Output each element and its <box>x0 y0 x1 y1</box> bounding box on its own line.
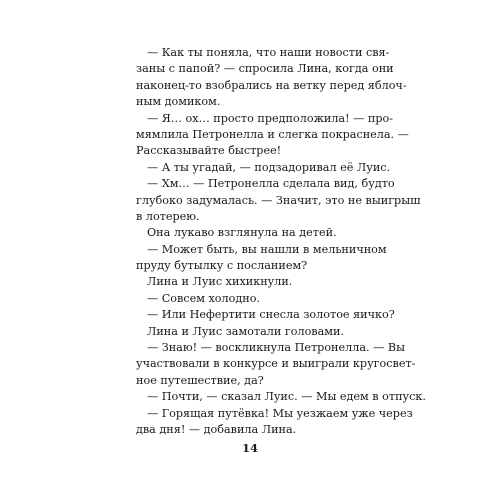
text-line: Она лукаво взглянула на детей. <box>147 226 337 240</box>
text-line: — Может быть, вы нашли в мельничном <box>147 242 387 256</box>
text-line: Лина и Луис замотали головами. <box>147 324 344 338</box>
text-line: — Совсем холодно. <box>147 291 261 305</box>
page-number: 14 <box>241 441 258 455</box>
text-line: — Или Нефертити снесла золотое яичко? <box>147 308 395 322</box>
text-line: — Хм… — Петронелла сделала вид, будто <box>147 177 395 191</box>
text-line: — Как ты поняла, что наши новости свя- <box>147 46 390 59</box>
page-body-text <box>136 45 426 438</box>
text-line: в лотерею. <box>136 209 200 223</box>
text-line: мямлила Петронелла и слегка покраснела. — <box>136 127 409 141</box>
text-line: — Я… ох… просто предположила! — про- <box>147 111 394 125</box>
text-line: — Знаю! — воскликнула Петронелла. — Вы <box>147 341 406 355</box>
text-line: ное путешествие, да? <box>136 373 264 387</box>
text-line: ным домиком. <box>136 95 221 109</box>
text-line: глубоко задумалась. — Значит, это не выигрыш <box>136 193 421 207</box>
text-line: — А ты угадай, — подзадоривал её Луис. <box>147 160 391 174</box>
text-line: участвовали в конкурсе и выиграли кругосвет- <box>136 357 416 371</box>
text-line: — Горящая путёвка! Мы уезжаем уже через <box>147 406 413 420</box>
text-line: заны с папой? — спросила Лина, когда они <box>136 62 394 76</box>
text-line: Рассказывайте быстрее! <box>136 144 282 158</box>
text-line: — Почти, — сказал Луис. — Мы едем в отпуск. <box>147 390 426 404</box>
text-line: наконец-то взобрались на ветку перед яблоч- <box>136 78 407 92</box>
text-line: два дня! — добавила Лина. <box>136 422 297 436</box>
text-line: пруду бутылку с посланием? <box>136 259 308 273</box>
text-line: Лина и Луис хихикнули. <box>147 275 293 289</box>
